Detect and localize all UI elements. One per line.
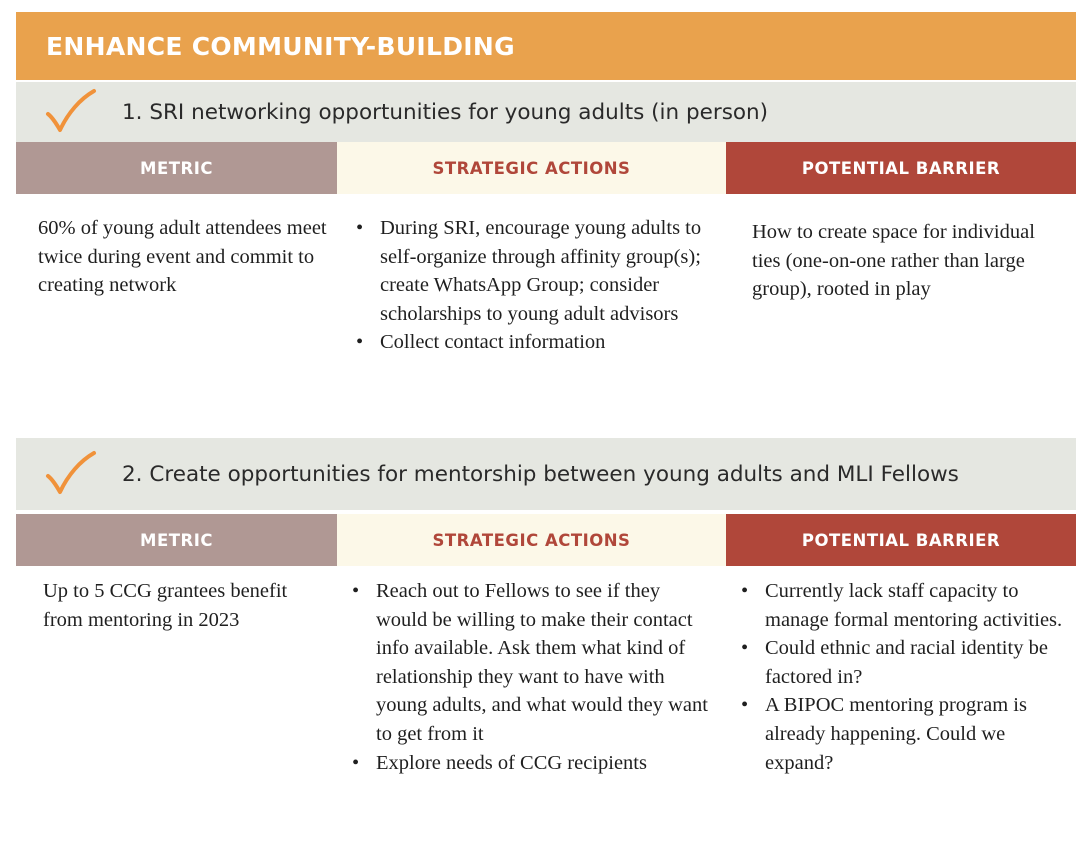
actions-list-2 [350, 577, 716, 777]
metric-header-1: METRIC [16, 142, 337, 194]
goal-header-1 [16, 82, 1076, 142]
metric-header-2: METRIC [16, 514, 337, 566]
actions-list-1 [354, 214, 716, 357]
action-item: • Explore needs of CCG recipients [376, 749, 716, 778]
goal-header-2 [16, 438, 1076, 510]
section-banner [16, 12, 1076, 80]
potential-barrier-header-1: POTENTIAL BARRIER [726, 142, 1076, 194]
checkmark-icon [42, 87, 100, 137]
action-item: • During SRI, encourage young adults to self-organize through affinity group(s); create WhatsApp Group; consider scholarships to young adult advisors [380, 214, 716, 328]
action-item: • Collect contact information [380, 328, 716, 357]
banner-title: ENHANCE COMMUNITY-BUILDING [46, 31, 515, 61]
checkmark-icon [42, 449, 100, 499]
barrier-item: • A BIPOC mentoring program is already happening. Could we expand? [765, 691, 1074, 777]
barrier-item: • Could ethnic and racial identity be factored in? [765, 634, 1074, 691]
goal-title-2: 2. Create opportunities for mentorship between young adults and MLI Fellows [122, 461, 959, 487]
metric-text-1: 60% of young adult attendees meet twice during event and commit to creating network [38, 217, 327, 297]
potential-barrier-header-2: POTENTIAL BARRIER [726, 514, 1076, 566]
metric-text-2: Up to 5 CCG grantees benefit from mentoring in 2023 [43, 580, 288, 631]
strategic-actions-header-2: STRATEGIC ACTIONS [337, 514, 726, 566]
goal-title-1: 1. SRI networking opportunities for young adults (in person) [122, 99, 769, 125]
barrier-text-1: How to create space for individual ties (one-on-one rather than large group), rooted in play [752, 221, 1035, 301]
barrier-list-2 [739, 577, 1074, 777]
barrier-item: • Currently lack staff capacity to manage formal mentoring activities. [765, 577, 1074, 634]
strategic-actions-header-1: STRATEGIC ACTIONS [337, 142, 726, 194]
action-item: • Reach out to Fellows to see if they would be willing to make their contact info available. Ask them what kind of relationship they want to have with young adults, and what would they want to get from it [376, 577, 716, 749]
